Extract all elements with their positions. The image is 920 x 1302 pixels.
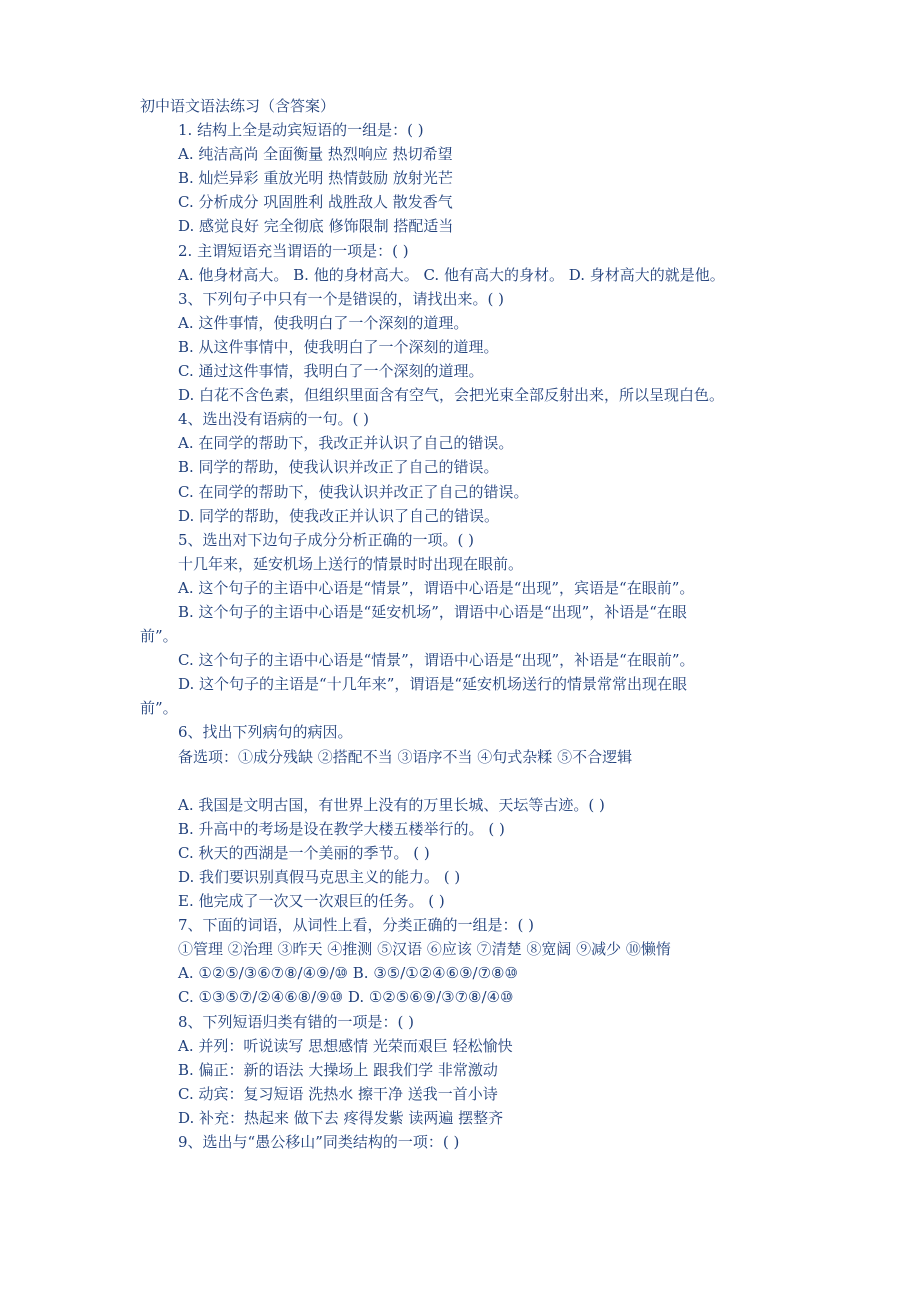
q4-option-c: C. 在同学的帮助下，使我认识并改正了自己的错误。	[178, 482, 529, 501]
q6-item-a: A. 我国是文明古国，有世界上没有的万里长城、天坛等古迹。( )	[178, 795, 605, 814]
question-1: 1. 结构上全是动宾短语的一组是：( )	[178, 121, 424, 140]
q3-option-d: D. 白花不含色素，但组织里面含有空气，会把光束全部反射出来，所以呈现白色。	[178, 386, 725, 405]
question-4: 4、选出没有语病的一句。( )	[178, 410, 370, 429]
q6-item-c: C. 秋天的西湖是一个美丽的季节。 ( )	[178, 843, 430, 862]
document-title: 初中语文语法练习（含答案）	[140, 97, 336, 115]
q3-option-c: C. 通过这件事情，我明白了一个深刻的道理。	[178, 362, 484, 381]
q5-option-b-cont: 前”。	[140, 627, 178, 646]
q8-option-c: C. 动宾：复习短语 洗热水 擦干净 送我一首小诗	[178, 1084, 498, 1103]
question-9: 9、选出与“愚公移山”同类结构的一项：( )	[178, 1133, 460, 1152]
q4-option-b: B. 同学的帮助，使我认识并改正了自己的错误。	[178, 458, 499, 477]
q5-option-d-cont: 前”。	[140, 699, 178, 718]
q1-option-a: A. 纯洁高尚 全面衡量 热烈响应 热切希望	[178, 145, 453, 164]
q6-item-d: D. 我们要识别真假马克思主义的能力。 ( )	[178, 868, 461, 886]
question-8: 8、下列短语归类有错的一项是：( )	[178, 1012, 415, 1031]
q1-option-c: C. 分析成分 巩固胜利 战胜敌人 散发香气	[178, 193, 453, 212]
question-2: 2. 主谓短语充当谓语的一项是：( )	[178, 241, 409, 260]
question-7: 7、下面的词语，从词性上看，分类正确的一组是：( )	[178, 916, 535, 935]
blank-line	[0, 769, 920, 793]
q6-choices: 备选项：①成分残缺 ②搭配不当 ③语序不当 ④句式杂糅 ⑤不合逻辑	[178, 747, 633, 766]
q5-option-c: C. 这个句子的主语中心语是“情景”，谓语中心语是“出现”，补语是“在眼前”。	[178, 651, 695, 670]
q3-option-a: A. 这件事情，使我明白了一个深刻的道理。	[178, 313, 469, 332]
q5-option-d: D. 这个句子的主语是“十几年来”，谓语是“延安机场送行的情景常常出现在眼	[178, 675, 688, 694]
q7-words: ①管理 ②治理 ③昨天 ④推测 ⑤汉语 ⑥应该 ⑦清楚 ⑧宽阔 ⑨减少 ⑩懒惰	[178, 940, 671, 959]
document-body	[0, 94, 920, 1154]
q6-item-b: B. 升高中的考场是设在教学大楼五楼举行的。 ( )	[178, 819, 505, 838]
q8-option-b: B. 偏正：新的语法 大操场上 跟我们学 非常激动	[178, 1060, 498, 1079]
q1-option-d: D. 感觉良好 完全彻底 修饰限制 搭配适当	[178, 217, 454, 236]
q2-options: A. 他身材高大。 B. 他的身材高大。 C. 他有高大的身材。 D. 身材高大的就是他。	[178, 265, 725, 284]
question-5: 5、选出对下边句子成分分析正确的一项。( )	[178, 530, 475, 549]
q3-option-b: B. 从这件事情中，使我明白了一个深刻的道理。	[178, 337, 499, 356]
question-6: 6、找出下列病句的病因。	[178, 723, 353, 742]
q7-options-ab: A. ①②⑤/③⑥⑦⑧/④⑨/⑩ B. ③⑤/①②④⑥⑨/⑦⑧⑩	[178, 964, 518, 983]
q5-option-b: B. 这个句子的主语中心语是“延安机场”，谓语中心语是“出现”，补语是“在眼	[178, 602, 687, 621]
q6-item-e: E. 他完成了一次又一次艰巨的任务。 ( )	[178, 892, 445, 911]
q4-option-a: A. 在同学的帮助下，我改正并认识了自己的错误。	[178, 434, 514, 453]
q5-sentence: 十几年来，延安机场上送行的情景时时出现在眼前。	[178, 554, 524, 573]
q1-option-b: B. 灿烂异彩 重放光明 热情鼓励 放射光芒	[178, 169, 453, 188]
q5-option-a: A. 这个句子的主语中心语是“情景”，谓语中心语是“出现”，宾语是“在眼前”。	[178, 578, 695, 597]
q7-options-cd: C. ①③⑤⑦/②④⑥⑧/⑨⑩ D. ①②⑤⑥⑨/③⑦⑧/④⑩	[178, 988, 514, 1007]
q8-option-a: A. 并列：听说读写 思想感情 光荣而艰巨 轻松愉快	[178, 1036, 513, 1055]
q4-option-d: D. 同学的帮助，使我改正并认识了自己的错误。	[178, 506, 500, 525]
q8-option-d: D. 补充：热起来 做下去 疼得发紫 读两遍 摆整齐	[178, 1108, 504, 1127]
question-3: 3、下列句子中只有一个是错误的，请找出来。( )	[178, 289, 505, 308]
